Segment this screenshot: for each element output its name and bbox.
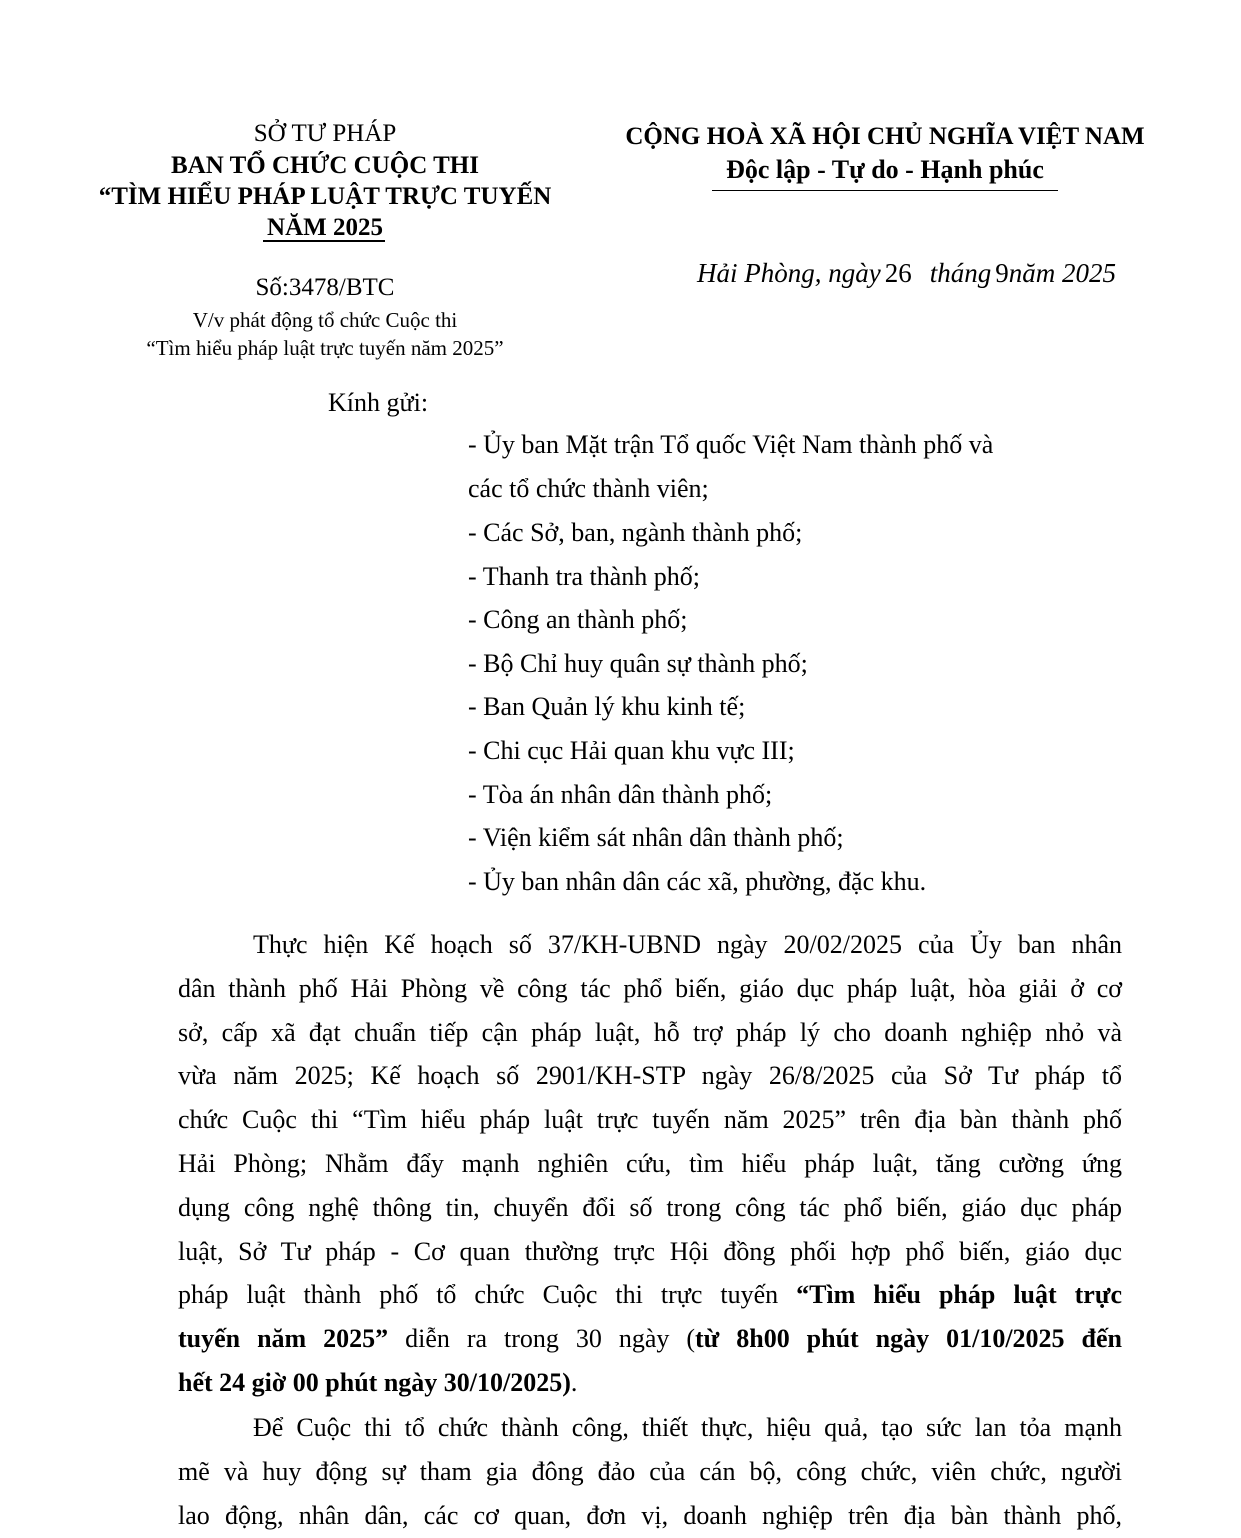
date-day: 26 (884, 258, 912, 288)
document-number: Số:3478/BTC (255, 274, 395, 301)
body-line: luật, Sở Tư pháp - Cơ quan thường trực Hội đồng phối hợp phổ biến, giáo dục (178, 1236, 1122, 1266)
salutation: Kính gửi: (328, 388, 429, 417)
contest-period-emphasis: từ 8h00 phút ngày 01/10/2025 đến (695, 1324, 1122, 1354)
subject-line1: V/v phát động tổ chức Cuộc thi (192, 308, 458, 332)
recipient-item: - Tòa án nhân dân thành phố; (468, 780, 773, 809)
recipient-item: - Thanh tra thành phố; (468, 562, 701, 591)
date-line (697, 258, 1116, 289)
body-paragraph-2 (178, 1406, 1122, 1537)
contest-title-line2: NĂM 2025 (267, 214, 383, 241)
body-line: Để Cuộc thi tổ chức thành công, thiết thực, hiệu quả, tạo sức lan tỏa mạnh (253, 1413, 1122, 1442)
body-text: . (570, 1367, 578, 1397)
subject-line2: “Tìm hiểu pháp luật trực tuyến năm 2025” (146, 336, 504, 360)
recipient-item: - Công an thành phố; (468, 605, 688, 634)
agency-name: SỞ TƯ PHÁP (253, 120, 397, 147)
body-line: dụng công nghệ thông tin, chuyển đổi số trong công tác phổ biến, giáo dục pháp (178, 1192, 1122, 1222)
body-text: diễn ra trong 30 ngày ( (388, 1324, 696, 1354)
contest-name-emphasis: tuyến năm 2025” (178, 1324, 389, 1354)
left-header-underline (263, 240, 385, 242)
body-paragraph-1 (178, 923, 1122, 1405)
recipient-item: - Ban Quản lý khu kinh tế; (468, 692, 746, 721)
body-line: mẽ và huy động sự tham gia đông đảo của cán bộ, công chức, viên chức, người (178, 1456, 1122, 1486)
contest-title-line1: “TÌM HIỂU PHÁP LUẬT TRỰC TUYẾN (98, 183, 552, 210)
contest-period-emphasis: hết 24 giờ 00 phút ngày 30/10/2025) (178, 1367, 571, 1397)
motto-underline (712, 190, 1058, 191)
body-line: Thực hiện Kế hoạch số 37/KH-UBND ngày 20/02/2025 của Ủy ban nhân (253, 930, 1122, 959)
committee-name: BAN TỔ CHỨC CUỘC THI (171, 152, 479, 179)
recipient-item: - Bộ Chỉ huy quân sự thành phố; (468, 649, 808, 678)
body-line: lao động, nhân dân, các cơ quan, đơn vị, doanh nghiệp trên địa bàn thành phố, (178, 1500, 1122, 1530)
date-month: 9 (995, 258, 1009, 288)
body-line: chức Cuộc thi “Tìm hiểu pháp luật trực tuyến năm 2025” trên địa bàn thành phố (178, 1105, 1122, 1135)
body-line (178, 1273, 1122, 1317)
body-line (178, 1361, 1122, 1405)
recipient-item: - Ủy ban Mặt trận Tổ quốc Việt Nam thành phố và (468, 430, 994, 459)
recipient-item: - Ủy ban nhân dân các xã, phường, đặc khu. (468, 867, 927, 896)
recipient-item: - Viện kiểm sát nhân dân thành phố; (468, 823, 844, 852)
body-line: dân thành phố Hải Phòng về công tác phổ biến, giáo dục pháp luật, hòa giải ở cơ (178, 973, 1122, 1003)
nation-title: CỘNG HOÀ XÃ HỘI CHỦ NGHĨA VIỆT NAM (625, 123, 1145, 150)
body-line (178, 1317, 1122, 1361)
body-line: sở, cấp xã đạt chuẩn tiếp cận pháp luật, hỗ trợ pháp lý cho doanh nghiệp nhỏ và (178, 1017, 1122, 1047)
date-place: Hải Phòng, ngày (697, 258, 881, 288)
recipient-item: - Chi cục Hải quan khu vực III; (468, 736, 795, 765)
body-line: vừa năm 2025; Kế hoạch số 2901/KH-STP ngày 26/8/2025 của Sở Tư pháp tổ (178, 1061, 1122, 1091)
body-line: Hải Phòng; Nhằm đẩy mạnh nghiên cứu, tìm hiểu pháp luật, tăng cường ứng (178, 1148, 1122, 1178)
contest-name-emphasis: “Tìm hiểu pháp luật trực (796, 1280, 1122, 1310)
national-motto: Độc lập - Tự do - Hạnh phúc (726, 155, 1044, 184)
recipient-item: - Các Sở, ban, ngành thành phố; (468, 518, 803, 547)
date-year: năm 2025 (1008, 258, 1116, 288)
recipient-item: các tổ chức thành viên; (468, 474, 709, 503)
body-text: pháp luật thành phố tổ chức Cuộc thi trực tuyến (178, 1280, 797, 1310)
date-month-label: tháng (929, 258, 992, 288)
